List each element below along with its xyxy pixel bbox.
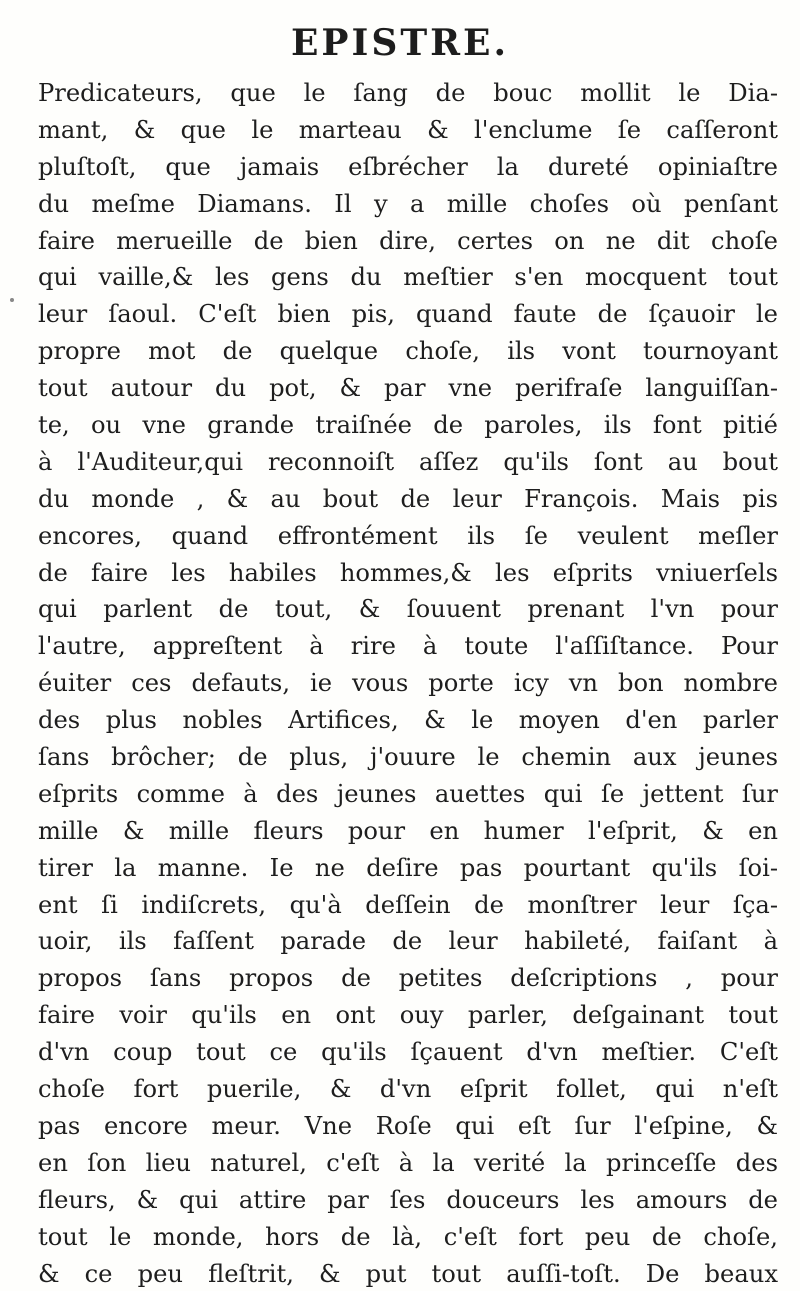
text-line: mant, & que le marteau & l'enclume ſe caſſeront [38, 115, 778, 144]
page-blemish [10, 298, 14, 302]
text-line: ſans brôcher; de plus, j'ouure le chemin aux jeunes [38, 743, 778, 772]
text-line: leur ſaoul. C'eſt bien pis, quand faute de ſçauoir le [38, 300, 778, 329]
text-line: éuiter ces defauts, ie vous porte icy vn bon nombre [38, 669, 778, 698]
text-line: faire merueille de bien dire, certes on ne dit choſe [38, 226, 778, 255]
text-line: fleurs, & qui attire par ſes douceurs les amours de [38, 1185, 778, 1214]
text-line: de faire les habiles hommes,& les eſprits vniuerſels [38, 558, 778, 587]
text-line: te, ou vne grande traiſnée de paroles, ils font pitié [38, 411, 778, 440]
text-line: Predicateurs, que le ſang de bouc mollit le Dia- [38, 79, 778, 107]
text-line: uoir, ils faſſent parade de leur habileté, faiſant à [38, 927, 778, 956]
text-line: d'vn coup tout ce qu'ils ſçauent d'vn meſtier. C'eſt [38, 1038, 778, 1067]
text-line: en ſon lieu naturel, c'eſt à la verité la princeſſe des [38, 1148, 778, 1177]
text-line: propre mot de quelque choſe, ils vont tournoyant [38, 337, 778, 366]
text-line: du meſme Diamans. Il y a mille choſes où penſant [38, 189, 778, 218]
text-line: du monde , & au bout de leur François. Mais pis [38, 484, 778, 513]
text-line: encores, quand effrontément ils ſe veulent meſler [38, 521, 778, 550]
text-line: à l'Auditeur,qui reconnoiſt aſſez qu'ils ſont au bout [38, 447, 778, 476]
text-line: mille & mille fleurs pour en humer l'eſprit, & en [38, 816, 778, 845]
text-line: qui parlent de tout, & ſouuent prenant l'vn pour [38, 595, 778, 624]
text-line: tout autour du pot, & par vne perifraſe languiſſan- [38, 374, 778, 403]
text-line: des plus nobles Artifices, & le moyen d'en parler [38, 706, 778, 735]
text-line: faire voir qu'ils en ont ouy parler, deſgainant tout [38, 1001, 778, 1030]
text-line: pas encore meur. Vne Roſe qui eſt ſur l'eſpine, & [38, 1111, 778, 1140]
text-line: choſe fort puerile, & d'vn eſprit follet, qui n'eſt [38, 1075, 778, 1104]
running-head: EPISTRE. [290, 22, 510, 64]
text-line: qui vaille,& les gens du meſtier s'en mocquent tout [38, 263, 778, 292]
text-line: eſprits comme à des jeunes auettes qui ſe jettent ſur [38, 779, 778, 808]
text-line: l'autre, appreſtent à rire à toute l'aſſiſtance. Pour [38, 632, 778, 661]
body-text [38, 75, 778, 1291]
text-line: pluſtoſt, que jamais eſbrécher la dureté opiniaſtre [38, 152, 778, 181]
text-line: ent ſi indiſcrets, qu'à deſſein de monſtrer leur ſça- [38, 890, 778, 919]
text-line: & ce peu fleſtrit, & put tout auſſi-toſt. De beaux [38, 1259, 778, 1288]
text-line: tout le monde, hors de là, c'eſt fort peu de choſe, [38, 1222, 778, 1251]
text-line: propos ſans propos de petites deſcriptions , pour [38, 964, 778, 993]
text-line: tirer la manne. Ie ne deſire pas pourtant qu'ils ſoi- [38, 853, 778, 882]
